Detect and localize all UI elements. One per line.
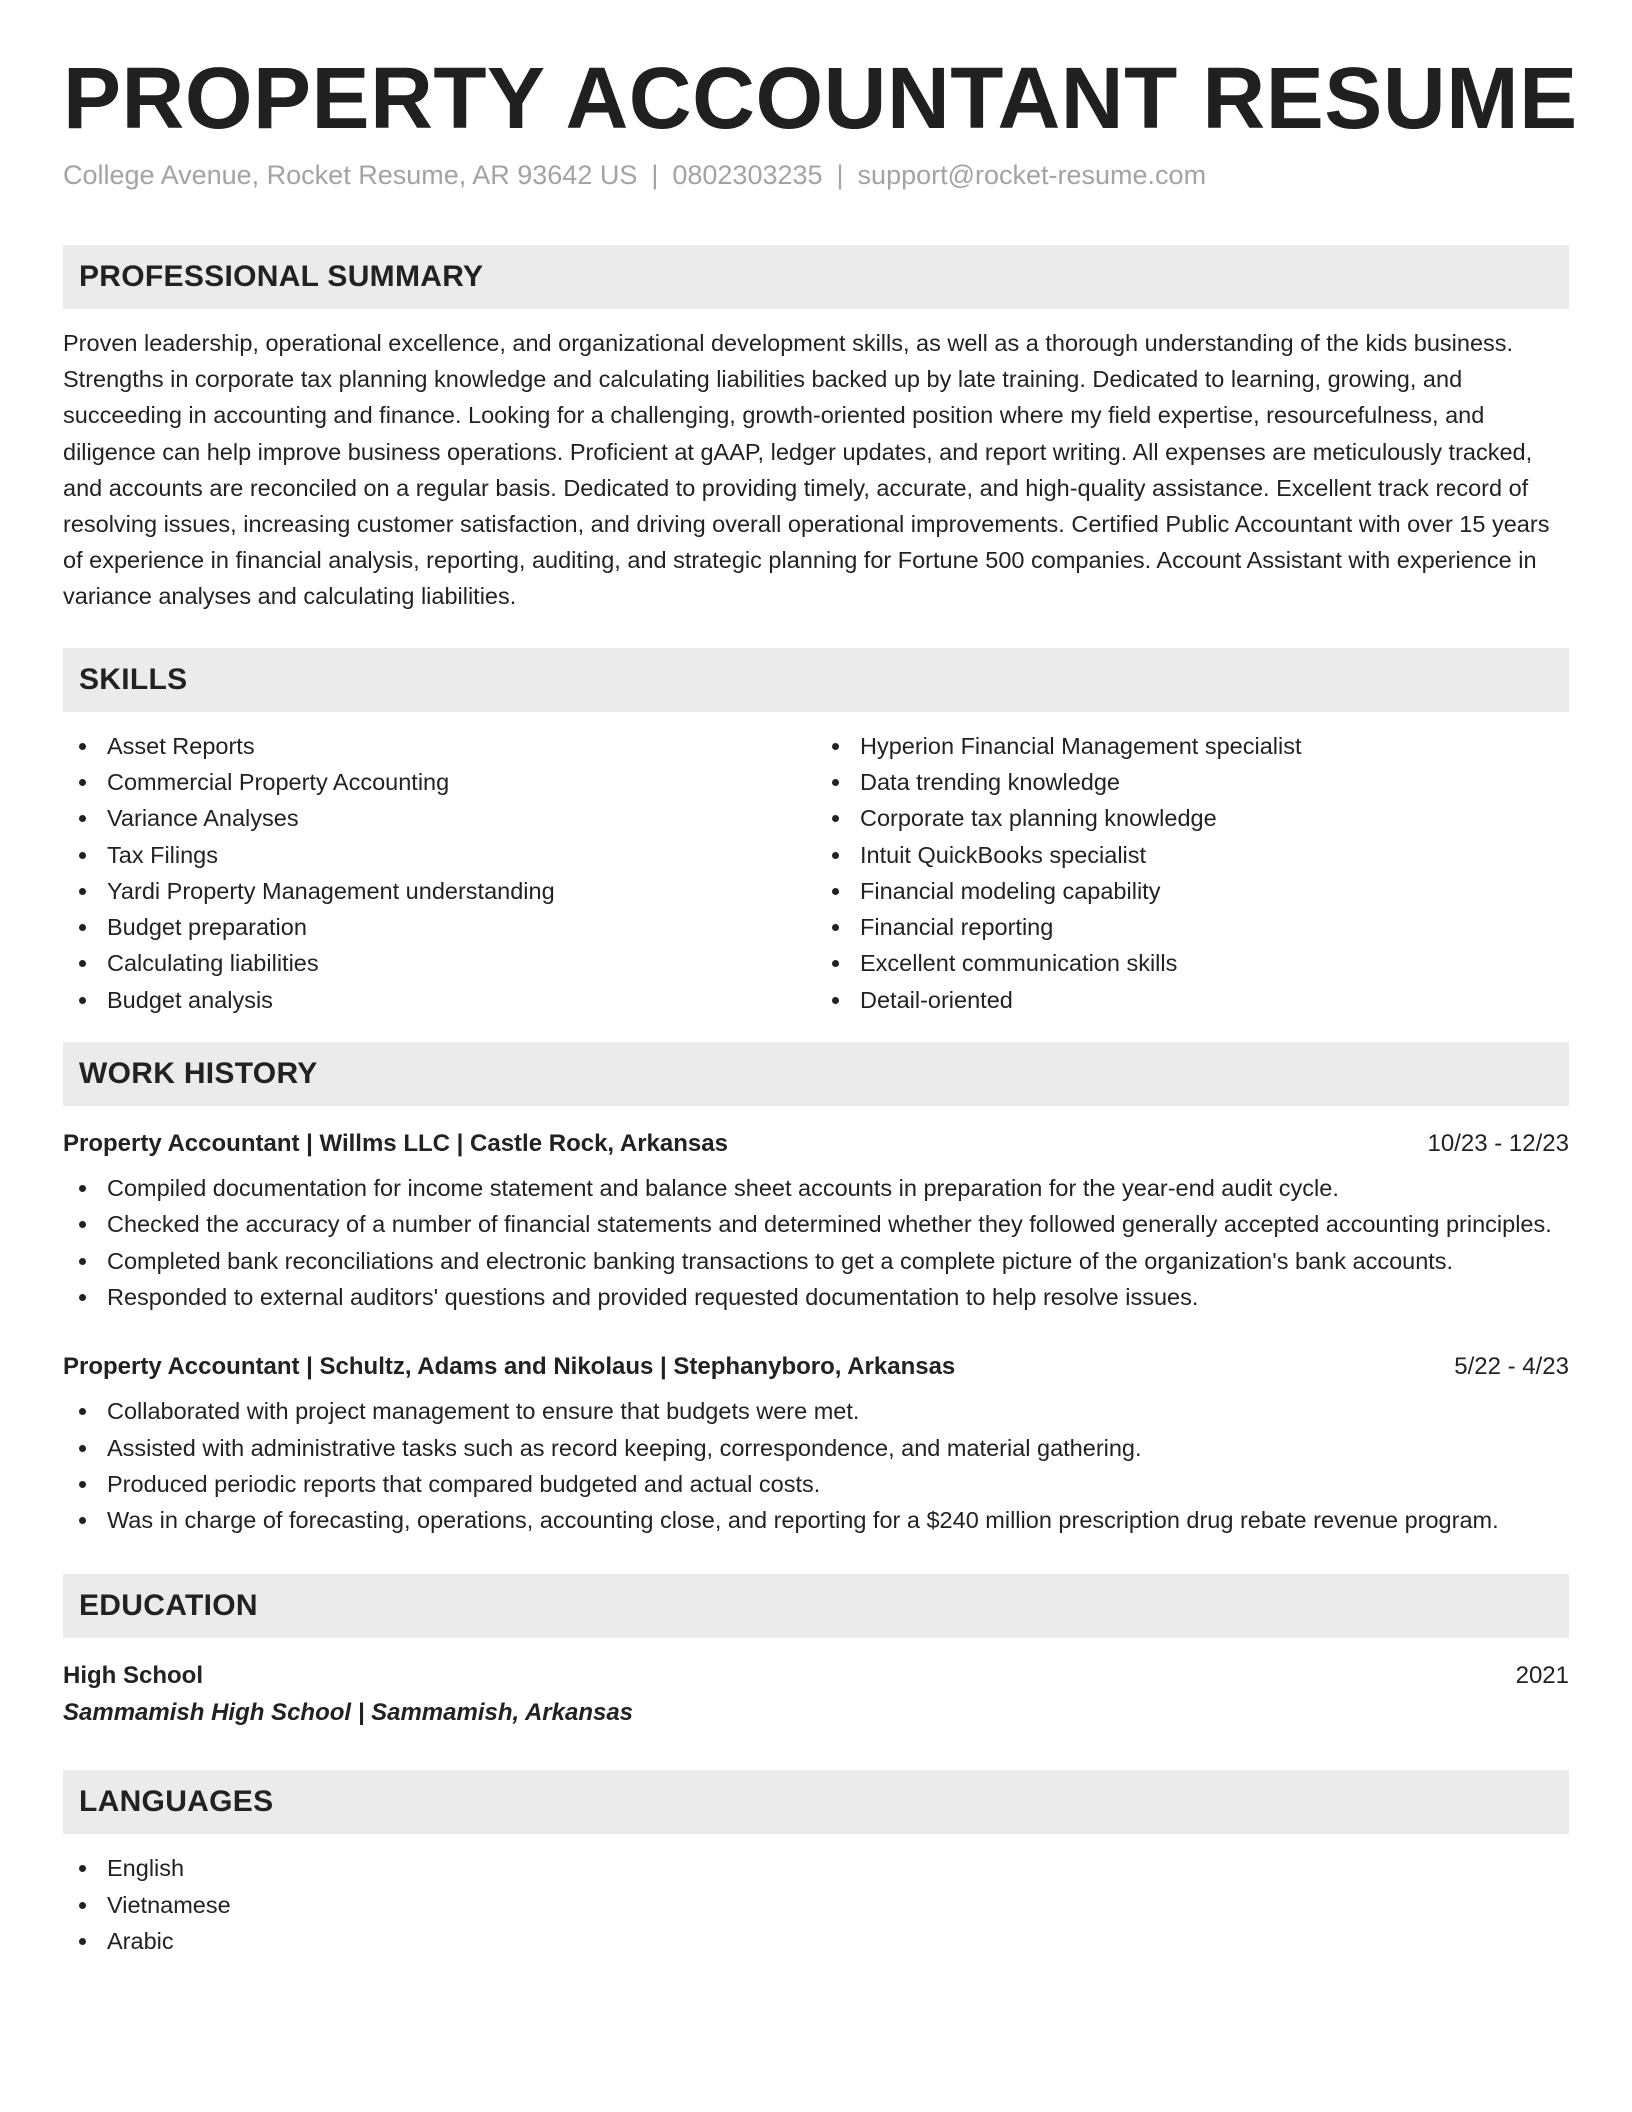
- language-item: Vietnamese: [63, 1887, 1569, 1923]
- skill-item: Hyperion Financial Management specialist: [816, 728, 1569, 764]
- contact-address: College Avenue, Rocket Resume, AR 93642 US: [63, 159, 638, 190]
- section-heading-skills: SKILLS: [63, 648, 1569, 712]
- education-school: Sammamish High School | Sammamish, Arkansas: [63, 1699, 634, 1727]
- section-heading-languages: LANGUAGES: [63, 1770, 1569, 1834]
- skills-list-right: [816, 728, 1569, 1018]
- contact-email: support@rocket-resume.com: [857, 159, 1207, 190]
- skill-item: Excellent communication skills: [816, 945, 1569, 981]
- job-entry: [63, 1126, 1569, 1315]
- skill-item: Tax Filings: [63, 837, 816, 873]
- job-title: Property Accountant | Schultz, Adams and Nikolaus | Stephanyboro, Arkansas: [63, 1353, 956, 1381]
- contact-separator: |: [836, 159, 844, 190]
- job-title: Property Accountant | Willms LLC | Castle Rock, Arkansas: [63, 1130, 728, 1158]
- languages-list: [63, 1850, 1569, 1959]
- resume-title: PROPERTY ACCOUNTANT RESUME: [63, 50, 1578, 147]
- education-degree: High School: [63, 1662, 203, 1690]
- contact-phone: 0802303235: [672, 159, 823, 190]
- skills-list-left: [63, 728, 816, 1018]
- job-duty: Completed bank reconciliations and electronic banking transactions to get a complete picture of the organization's bank accounts.: [63, 1243, 1569, 1279]
- education-year: 2021: [1515, 1662, 1569, 1690]
- education-entry: [63, 1658, 1569, 1732]
- contact-separator: |: [651, 159, 659, 190]
- skill-item: Detail-oriented: [816, 982, 1569, 1018]
- job-duty: Assisted with administrative tasks such as record keeping, correspondence, and material gathering.: [63, 1430, 1569, 1466]
- skill-item: Asset Reports: [63, 728, 816, 764]
- section-heading-summary: PROFESSIONAL SUMMARY: [63, 245, 1569, 309]
- job-header: [63, 1349, 1569, 1385]
- section-heading-work-history: WORK HISTORY: [63, 1042, 1569, 1106]
- skills-columns: [63, 728, 1569, 1018]
- job-duty: Responded to external auditors' questions and provided requested documentation to help resolve issues.: [63, 1279, 1569, 1315]
- skill-item: Intuit QuickBooks specialist: [816, 837, 1569, 873]
- skill-item: Financial modeling capability: [816, 873, 1569, 909]
- education-header: [63, 1658, 1569, 1694]
- skill-item: Variance Analyses: [63, 800, 816, 836]
- skill-item: Data trending knowledge: [816, 764, 1569, 800]
- summary-text: Proven leadership, operational excellence, and organizational development skills, as well as a thorough understanding of the kids business. Strengths in corporate tax planning knowledge and calculating liabilities backed up by late training. Dedicated to learning, growing, and succeeding in accounting and finance. Looking for a challenging, growth-oriented position where my field expertise, resourcefulness, and diligence can help improve business operations. Proficient at gAAP, ledger updates, and report writing. All expenses are meticulously tracked, and accounts are reconciled on a regular basis. Dedicated to providing timely, accurate, and high-quality assistance. Excellent track record of resolving issues, increasing customer satisfaction, and driving overall operational improvements. Certified Public Accountant with over 15 years of experience in financial analysis, reporting, auditing, and strategic planning for Fortune 500 companies. Account Assistant with experience in variance analyses and calculating liabilities.: [63, 330, 1550, 610]
- job-dates: 10/23 - 12/23: [1427, 1130, 1569, 1158]
- skill-item: Commercial Property Accounting: [63, 764, 816, 800]
- job-duty: Checked the accuracy of a number of financial statements and determined whether they followed generally accepted accounting principles.: [63, 1206, 1569, 1242]
- skill-item: Financial reporting: [816, 909, 1569, 945]
- skill-item: Corporate tax planning knowledge: [816, 800, 1569, 836]
- skill-item: Budget analysis: [63, 982, 816, 1018]
- job-duty: Produced periodic reports that compared budgeted and actual costs.: [63, 1466, 1569, 1502]
- job-dates: 5/22 - 4/23: [1454, 1353, 1569, 1381]
- job-duty: Compiled documentation for income statement and balance sheet accounts in preparation for the year-end audit cycle.: [63, 1170, 1569, 1206]
- contact-line: [63, 158, 1569, 193]
- job-duty: Collaborated with project management to ensure that budgets were met.: [63, 1393, 1569, 1429]
- section-heading-education: EDUCATION: [63, 1574, 1569, 1638]
- job-duties: [63, 1393, 1569, 1538]
- skill-item: Calculating liabilities: [63, 945, 816, 981]
- skill-item: Yardi Property Management understanding: [63, 873, 816, 909]
- job-header: [63, 1126, 1569, 1162]
- job-entry: [63, 1349, 1569, 1538]
- language-item: English: [63, 1850, 1569, 1886]
- language-item: Arabic: [63, 1923, 1569, 1959]
- job-duties: [63, 1170, 1569, 1315]
- job-duty: Was in charge of forecasting, operations, accounting close, and reporting for a $240 million prescription drug rebate revenue program.: [63, 1502, 1569, 1538]
- skill-item: Budget preparation: [63, 909, 816, 945]
